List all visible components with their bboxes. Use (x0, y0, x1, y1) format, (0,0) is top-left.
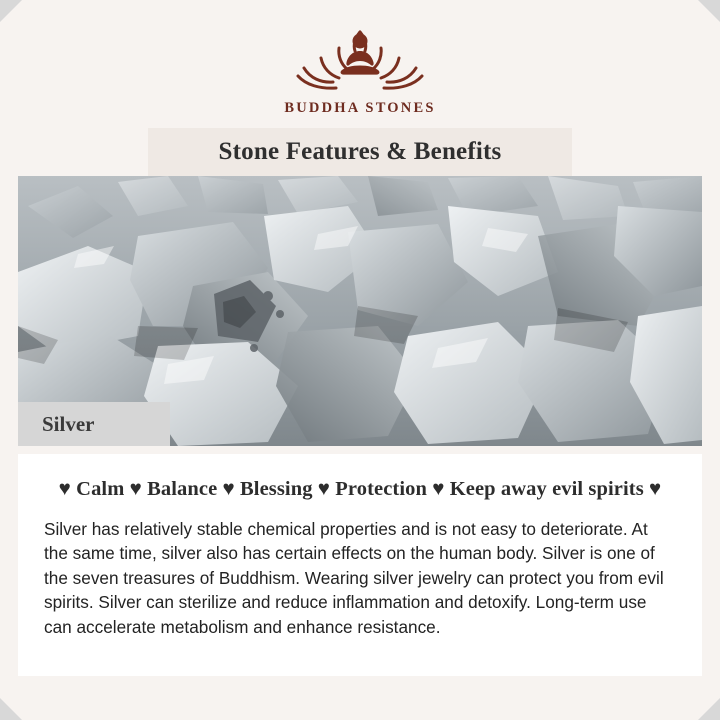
page-title: Stone Features & Benefits (218, 138, 502, 165)
stone-name-tab (18, 402, 170, 446)
corner-decoration-top-right (698, 0, 720, 22)
benefit-keywords: ♥ Calm ♥ Balance ♥ Blessing ♥ Protection ♥ Keep away evil spirits ♥ (58, 478, 662, 500)
header-banner (148, 128, 572, 176)
brand-logo (0, 24, 720, 117)
stone-description-panel (18, 454, 702, 676)
corner-decoration-top-left (0, 0, 22, 22)
stone-description-text: Silver has relatively stable chemical properties and is not easy to deteriorate. At the same time, silver also has certain effects on the human body. Silver is one of the seven treasures of Buddhism. Wearing silver jewelry can protect you from evil spirits. Silver can sterilize and reduce inflammation and detoxify. Long-term use can accelerate metabolism and enhance resistance. (44, 519, 664, 637)
stone-name-label: Silver (42, 411, 95, 436)
corner-decoration-bottom-right (698, 698, 720, 720)
lotus-meditation-figure-icon (276, 24, 444, 96)
brand-name: BUDDHA STONES (284, 100, 436, 116)
corner-decoration-bottom-left (0, 698, 22, 720)
